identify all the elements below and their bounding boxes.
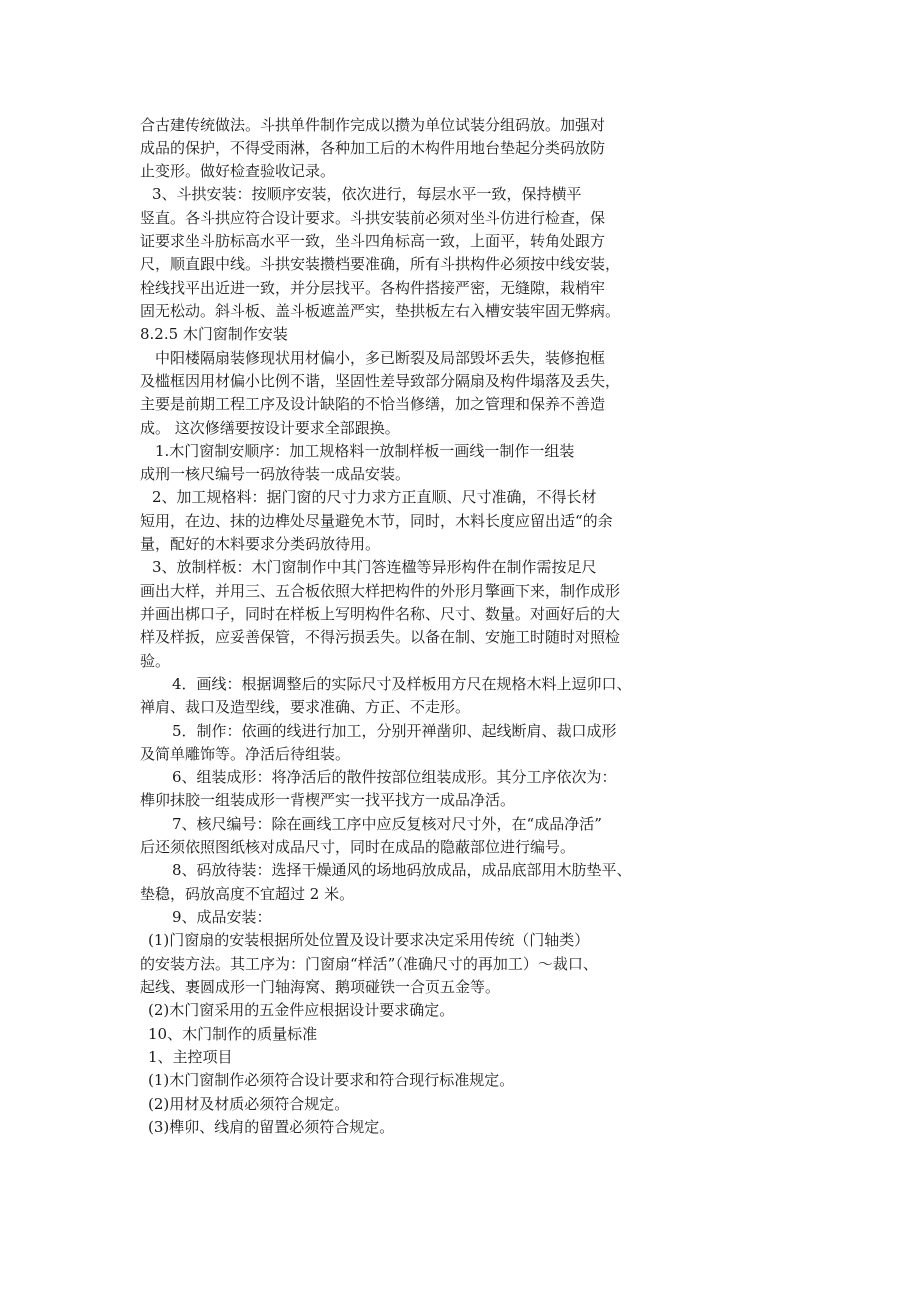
text-line: 短用，在边、抹的边榫处尽量避免木节，同时，木料长度应留出适“的余 xyxy=(140,512,613,530)
text-line: 并画出梆口子，同时在样板上写明构件名称、尺寸、数量。对画好后的大 xyxy=(140,605,621,623)
text-line: 样及样扳，应妥善保管，不得污损丢失。以备在制、安施工时随时对照检 xyxy=(140,628,621,646)
text-line: 垫稳，码放高度不宜超过 2 米。 xyxy=(140,885,355,903)
text-line: 成。 这次修缮要按设计要求全部跟换。 xyxy=(140,419,400,437)
text-line: 1.木门窗制安顺序：加工规格料一放制样板一画线一制作一组装 xyxy=(155,442,575,460)
text-line: (3)榫卯、线肩的留置必须符合规定。 xyxy=(148,1118,395,1136)
text-line: (1)门窗扇的安装根据所处位置及设计要求决定采用传统（门轴类） xyxy=(148,931,590,949)
text-line: 成刑一核尺编号一码放待装一成品安装。 xyxy=(140,465,411,483)
text-line: (1)木门窗制作必须符合设计要求和符合现行标准规定。 xyxy=(148,1071,515,1089)
text-line: 8、码放待装：选择干燥通风的场地码放成品，成品底部用木肪垫平、 xyxy=(172,861,632,879)
text-line: 合古建传统做法。斗拱单件制作完成以攒为单位试装分组码放。加强对 xyxy=(140,116,606,134)
text-line: 5．制作：依画的线进行加工，分别开禅凿卯、起线断肩、裁口成形 xyxy=(172,722,617,740)
text-line: (2)用材及材质必须符合规定。 xyxy=(148,1095,350,1113)
text-line: 的安装方法。其工序为：门窗扇“样活”（准确尺寸的再加工）～裁口、 xyxy=(140,955,598,973)
text-line: 主要是前期工程工序及设计缺陷的不恰当修缮，加之管理和保养不善造 xyxy=(140,395,606,413)
text-line: 成品的保护，不得受雨淋，各种加工后的木构件用地台垫起分类码放防 xyxy=(140,139,606,157)
text-line: 禅肩、裁口及造型线，要求准确、方正、不走形。 xyxy=(140,698,471,716)
text-line: 榫卯抹胶一组装成形一背楔严实一找平找方一成品净活。 xyxy=(140,791,516,809)
text-line: 1、主控项目 xyxy=(148,1048,233,1066)
text-line: 4．画线：根据调整后的实际尺寸及样板用方尺在规格木料上逗卯口、 xyxy=(172,675,632,693)
text-line: 中阳楼隔扇装修现状用材偏小，多已断裂及局部毁坏丢失，装修抱框 xyxy=(155,349,606,367)
text-line: 量，配好的木料要求分类码放待用。 xyxy=(140,535,381,553)
text-line: 验。 xyxy=(140,652,171,670)
text-line: 画出大样，并用三、五合板依照大样把构件的外形月擎画下来，制作成形 xyxy=(140,582,621,600)
text-line: 7、核尺编号：除在画线工序中应反复核对尺寸外，在“成品净活” xyxy=(172,815,602,833)
text-line: 3、斗拱安装：按顺序安装，依次进行，每层水平一致，保持横平 xyxy=(152,185,582,203)
text-line: 2、加工规格料：据门窗的尺寸力求方正直顺、尺寸准确，不得长材 xyxy=(152,488,597,506)
text-line: 及槛框因用材偏小比例不谐，坚固性差导致部分隔扇及构件塌落及丢失， xyxy=(140,372,621,390)
text-line: 证要求坐斗肪标高水平一致，坐斗四角标高一致，上面平，转角处跟方 xyxy=(140,232,606,250)
text-line: 尺，顺直跟中线。斗拱安装攒档要准确，所有斗拱构件必须按中线安装， xyxy=(140,255,621,273)
text-line: 固无松动。斜斗板、盖斗板遮盖严实，垫拱板左右入槽安装牢固无弊病。 xyxy=(140,302,621,320)
text-line: 3、放制样板：木门窗制作中其门答连楹等异形构件在制作需按足尺 xyxy=(152,558,597,576)
text-line: 竖直。各斗拱应符合设计要求。斗拱安装前必须对坐斗仿进行检查，保 xyxy=(140,209,606,227)
section-heading: 8.2.5 木门窗制作安装 xyxy=(140,325,288,343)
text-line: 后还须依照图纸核对成品尺寸，同时在成品的隐蔽部位进行编号。 xyxy=(140,838,576,856)
text-line: 及简单雕饰等。净活后待组装。 xyxy=(140,745,351,763)
text-line: 6、组装成形：将净活后的散件按部位组装成形。其分工序依次为： xyxy=(172,768,617,786)
text-line: 9、成品安装： xyxy=(172,908,272,926)
text-line: (2)木门窗采用的五金件应根据设计要求确定。 xyxy=(148,1001,455,1019)
text-line: 止变形。做好检查验收记录。 xyxy=(140,162,336,180)
text-line: 栓线找平出近进一致，并分层找平。各构件搭接严密，无缝隙，栽梢牢 xyxy=(140,279,606,297)
text-line: 起线、裹圆成形一门轴海窝、鹅项碰铁一合页五金等。 xyxy=(140,978,501,996)
text-line: 10、木门制作的质量标准 xyxy=(148,1025,318,1043)
